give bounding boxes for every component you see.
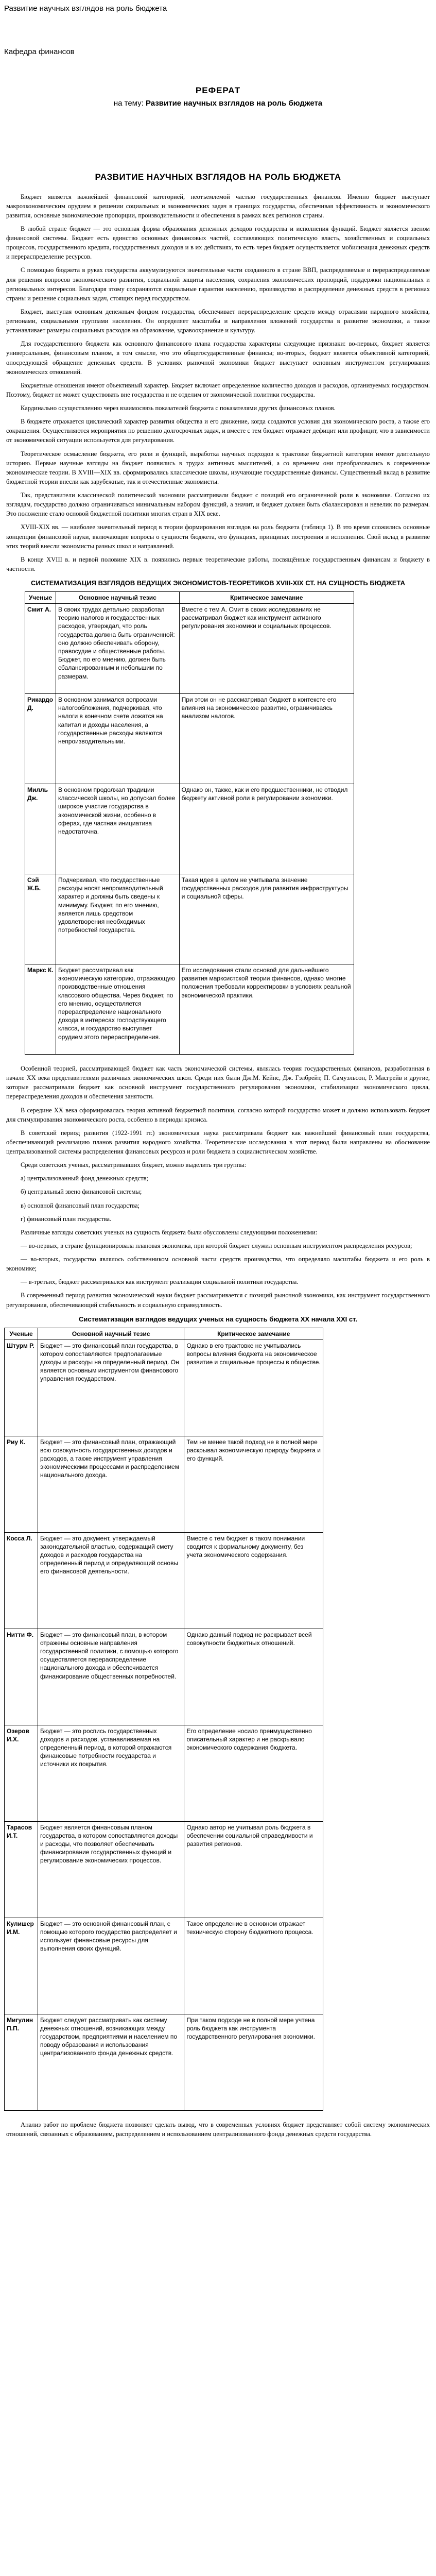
paragraph: Анализ работ по проблеме бюджета позволяет сделать вывод, что в современных условиях бюджет представляет собой систему экономических отношений, связанных с образованием, распределением и использованием централизованного фонда денежных средств государства. bbox=[6, 2121, 430, 2138]
scholar-name-cell: Риу К. bbox=[5, 1436, 38, 1532]
document-title: Развитие научных взглядов на роль бюджета bbox=[4, 4, 167, 13]
mid-paragraphs bbox=[4, 1064, 432, 1310]
table1 bbox=[25, 591, 354, 1055]
paragraph: а) централизованный фонд денежных средств; bbox=[21, 1175, 148, 1182]
paragraph: Бюджет является важнейшей финансовой категорией, неотъемлемой частью государственных финансов. Именно бюджет выступает макроэкономическим орудием в решении социальных и экономических задач в границах государства, обеспечивая эффективность и экономического развития, основные экономические пропорции, производительности и обеспечения в рамках всех регионов страны. bbox=[6, 193, 430, 219]
critique-cell: Вместе с тем бюджет в таком понимании сводится к формальному документу, без учета экономического содержания. bbox=[184, 1532, 323, 1629]
table2-caption: Систематизация взглядов ведущих ученых на сущность бюджета XX начала XXI ст. bbox=[79, 1315, 357, 1323]
table2 bbox=[4, 1328, 323, 2111]
topic-text: Развитие научных взглядов на роль бюджета bbox=[146, 99, 323, 108]
thesis-cell: В основном продолжал традиции классической школы, но допускал более широкое участие государства в экономической жизни, особенно в сферах, где частная инициатива недостаточна. bbox=[56, 784, 179, 874]
paragraph: В современный период развития экономической науки бюджет рассматривается с позиций рыночной экономики, как инструмент государственного регулирования, обеспечивающий стабильность и социальную справедливость. bbox=[6, 1292, 430, 1309]
critique-cell: Тем не менее такой подход не в полной мере раскрывал экономическую природу бюджета и его функций. bbox=[184, 1436, 323, 1532]
thesis-cell: Бюджет — это финансовый план государства, в котором сопоставляются предполагаемые доходы и расходы на определенный период. Он является основным инструментом финансового управления государством. bbox=[38, 1340, 184, 1436]
scholar-name-cell: Рикардо Д. bbox=[25, 694, 56, 784]
paragraph: в) основной финансовый план государства; bbox=[21, 1201, 139, 1209]
paragraph: С помощью бюджета в руках государства аккумулируются значительные части созданного в стране ВВП, распределяемые и перераспределяемые для решения вопросов экономического развития, социальной защиты населения, сохранения экономических пропорций, поддержки национальных и региональных интересов. Благодаря этому сохраняются социальные гарантии населению, производство и распределение денежных средств в регионах страны и решение социальных задач, стоящих перед государством. bbox=[6, 266, 430, 302]
referat-label: РЕФЕРАТ bbox=[195, 85, 241, 95]
table-row bbox=[25, 964, 354, 1055]
critique-cell: Такая идея в целом не учитывала значение государственных расходов для развития инфраструктуры и социальной сферы. bbox=[179, 874, 354, 964]
table1-header-critique: Критическое замечание bbox=[179, 591, 354, 603]
table-row bbox=[5, 1725, 323, 1821]
paragraph: В бюджете отражается циклический характер развития общества и его движение, когда создаются условия для экономического роста, а также его сокращения. Осуществляются мероприятия по решению долгосрочных задач, и вместе с тем бюджет отражает дефицит или профицит, что в зависимости от экономической ситуации используется для регулирования. bbox=[6, 418, 430, 444]
end-paragraphs bbox=[4, 2120, 432, 2139]
critique-cell: Однако в его трактовке не учитывались вопросы влияния бюджета на экономическое развитие и социальные процессы в обществе. bbox=[184, 1340, 323, 1436]
scholar-name-cell: Штурм Р. bbox=[5, 1340, 38, 1436]
paragraph: Для государственного бюджета как основного финансового плана государства характерны следующие признаки: во-первых, бюджет является универсальным, финансовым планом, в том смысле, что это общегосударственные финансы; во-вторых, бюджет является объективной категорией, опосредующей обращение денежных средств. В условиях рыночной экономики бюджет выступает основным инструментом регулирования экономических отношений. bbox=[6, 340, 430, 376]
paragraph: Так, представители классической политической экономии рассматривали бюджет с позиций его ограниченной роли в экономике. Согласно их взглядам, государство должно ограничиваться минимальным набором функций, а значит, и бюджет должен быть сбалансирован и невелик по размерам. Это положение стало основой бюджетной политики многих стран в XIX веке. bbox=[6, 492, 430, 518]
scholar-name-cell: Озеров И.Х. bbox=[5, 1725, 38, 1821]
table-row bbox=[5, 1340, 323, 1436]
document-page bbox=[0, 3, 436, 2153]
scholar-name-cell: Кулишер И.М. bbox=[5, 1918, 38, 2014]
paragraph: Бюджет, выступая основным денежным фондом государства, обеспечивает перераспределение средств между отраслями народного хозяйства, регионами, социальными группами населения. Он определяет масштабы и направления вложений государства в развитие экономики, а также устанавливает размеры социальных расходов на образование, здравоохранение и культуру. bbox=[6, 308, 430, 334]
critique-cell: Его исследования стали основой для дальнейшего развития марксистской теории финансов, однако многие положения требовали корректировки в условиях реальной экономической практики. bbox=[179, 964, 354, 1055]
table-row bbox=[25, 694, 354, 784]
table-row bbox=[25, 604, 354, 694]
scholar-name-cell: Косса Л. bbox=[5, 1532, 38, 1629]
thesis-cell: Бюджет — это финансовый план, в котором отражены основные направления государственной политики, с помощью которого осуществляется перераспределение национального дохода и обеспечивается финансирование общественных потребностей. bbox=[38, 1629, 184, 1725]
table-row bbox=[5, 1629, 323, 1725]
table-row bbox=[5, 2014, 323, 2110]
table-row bbox=[25, 784, 354, 874]
scholar-name-cell: Маркс К. bbox=[25, 964, 56, 1055]
referat-topic bbox=[4, 98, 432, 109]
table-row bbox=[5, 1821, 323, 1918]
thesis-cell: Подчеркивал, что государственные расходы носят непроизводительный характер и должны быть сведены к минимуму. Бюджет, по его мнению, является лишь средством удовлетворения необходимых потребностей государства. bbox=[56, 874, 179, 964]
section-title: РАЗВИТИЕ НАУЧНЫХ ВЗГЛЯДОВ НА РОЛЬ БЮДЖЕТА bbox=[95, 172, 341, 182]
thesis-cell: Бюджет является финансовым планом государства, в котором сопоставляются доходы и расходы, что позволяет обеспечивать финансирование государственных функций и регулирование экономических процессов. bbox=[38, 1821, 184, 1918]
paragraph: Теоретическое осмысление бюджета, его роли и функций, выработка научных подходов к трактовке бюджетной категории имеют длительную историю. Первые научные взгляды на бюджет появились в трудах античных мыслителей, а со временем они преобразовались в современные экономические теории. В XVIII—XIX вв. сформировались классические школы, изучающие государственные финансы. Существенный вклад в развитие бюджетной теории внесли как зарубежные, так и отечественные экономисты. bbox=[6, 450, 430, 485]
paragraph: В любой стране бюджет — это основная форма образования денежных доходов государства и исполнения функций. Бюджет является звеном финансовой системы. Бюджет есть единство основных финансовых частей, составляющих политическую власть, хозяйственных и социальных процессов, государственного кредита, государственных доходов и в их действиях, то есть через бюджет осуществляется мобилизация денежных средств и перераспределение ресурсов. bbox=[6, 225, 430, 261]
thesis-cell: Бюджет рассматривал как экономическую категорию, отражающую производственные отношения классового общества. Через бюджет, по его мнению, осуществляется перераспределение национального дохода в интересах господствующего класса, и государство выступает орудием этого перераспределения. bbox=[56, 964, 179, 1055]
thesis-cell: Бюджет — это основной финансовый план, с помощью которого государство распределяет и использует финансовые ресурсы для выполнения своих функций. bbox=[38, 1918, 184, 2014]
paragraph: — во-вторых, государство являлось собственником основной части средств производства, что определяло масштабы бюджета и его роль в экономике; bbox=[6, 1256, 430, 1273]
table1-header-scholar: Ученые bbox=[25, 591, 56, 603]
table1-caption: СИСТЕМАТИЗАЦИЯ ВЗГЛЯДОВ ВЕДУЩИХ ЭКОНОМИСТОВ-ТЕОРЕТИКОВ XVIII-XIX СТ. НА СУЩНОСТЬ БЮДЖЕТА bbox=[30, 579, 405, 587]
topic-prefix: на тему: bbox=[113, 99, 144, 108]
scholar-name-cell: Тарасов И.Т. bbox=[5, 1821, 38, 1918]
thesis-cell: Бюджет следует рассматривать как систему денежных отношений, возникающих между государством, предприятиями и населением по поводу образования и использования централизованного фонда денежных средств. bbox=[38, 2014, 184, 2110]
table-row bbox=[25, 874, 354, 964]
paragraph: Бюджетные отношения имеют объективный характер. Бюджет включает определенное количество доходов и расходов, организуемых государством. Поэтому, бюджет не может существовать вне государства и не отделим от экономической политики государства. bbox=[6, 381, 430, 398]
critique-cell: Однако данный подход не раскрывает всей совокупности бюджетных отношений. bbox=[184, 1629, 323, 1725]
paragraph: В середине XX века сформировалась теория активной бюджетной политики, согласно которой государство может и должно использовать бюджет для стимулирования экономического роста, особенно в периоды кризиса. bbox=[6, 1106, 430, 1123]
scholar-name-cell: Милль Дж. bbox=[25, 784, 56, 874]
paragraph: В советский период развития (1922-1991 гг.) экономическая наука рассматривала бюджет как важнейший финансовый план государства, обеспечивающий реализацию планов развития народного хозяйства. Теоретические исследования в этот период были направлены на обоснование централизованной системы распределения финансовых ресурсов и роли бюджета в социалистическом хозяйстве. bbox=[6, 1129, 430, 1156]
critique-cell: Однако он, также, как и его предшественники, не отводил бюджету активной роли в регулировании экономики. bbox=[179, 784, 354, 874]
scholar-name-cell: Нитти Ф. bbox=[5, 1629, 38, 1725]
table1-header-thesis: Основное научный тезис bbox=[56, 591, 179, 603]
paragraph: г) финансовый план государства. bbox=[21, 1215, 112, 1223]
critique-cell: Его определение носило преимущественно описательный характер и не раскрывало экономического содержания бюджета. bbox=[184, 1725, 323, 1821]
paragraph: Среди советских ученых, рассматривавших бюджет, можно выделить три группы: bbox=[21, 1161, 247, 1169]
paragraph: Особенной теорией, рассматривающей бюджет как часть экономической системы, являлась теория государственных финансов, разработанная в начале XX века представителями различных экономических школ. Среди них были Дж.М. Кейнс, Дж. Гэлбрейт, П. Самуэльсон, Р. Масгрейв и другие, которые рассматривали бюджет как основной инструмент государственного регулирования экономики, стабилизации экономического цикла, перераспределения доходов и обеспечения занятости. bbox=[6, 1065, 430, 1100]
scholar-name-cell: Мигулин П.П. bbox=[5, 2014, 38, 2110]
thesis-cell: Бюджет — это документ, утверждаемый законодательной властью, содержащий смету доходов и расходов государства на определенный период и определяющий основы его финансовой деятельности. bbox=[38, 1532, 184, 1629]
table-row bbox=[5, 1436, 323, 1532]
paragraph: Кардинально осуществлению через взаимосвязь показателей бюджета с показателями других финансовых планов. bbox=[21, 404, 336, 412]
table2-header-scholar: Ученые bbox=[5, 1328, 38, 1340]
thesis-cell: В своих трудах детально разработал теорию налогов и государственных расходов, утверждал, что роль государства должна быть ограниченной: оно должно обеспечивать оборону, правосудие и общественные работы. Бюджет, по его мнению, должен быть сбалансированным и небольшим по размерам. bbox=[56, 604, 179, 694]
table2-header-critique: Критическое замечание bbox=[184, 1328, 323, 1340]
cover-block bbox=[4, 84, 432, 109]
critique-cell: Однако автор не учитывал роль бюджета в обеспечении социальной справедливости и развития регионов. bbox=[184, 1821, 323, 1918]
department-name: Кафедра финансов bbox=[4, 47, 75, 56]
critique-cell: Вместе с тем А. Смит в своих исследованиях не рассматривал бюджет как инструмент активного регулирования экономики и социальных процессов. bbox=[179, 604, 354, 694]
paragraph: б) центральный звено финансовой системы; bbox=[21, 1188, 142, 1196]
table-row bbox=[5, 1532, 323, 1629]
thesis-cell: В основном занимался вопросами налогообложения, подчеркивая, что налоги в конечном счете ложатся на капитал и доходы населения, а государственные расходы являются непроизводительными. bbox=[56, 694, 179, 784]
paragraph: XVIII-XIX вв. — наиболее значительный период в теории формирования взглядов на роль бюджета (таблица 1). В это время сложились основные концепции финансовой науки, включающие вопросы о сущности бюджета, его функциях, принципах построения и исполнения. Свой вклад в развитие этих теорий внесли экономисты разных школ и направлений. bbox=[6, 523, 430, 550]
thesis-cell: Бюджет — это финансовый план, отражающий всю совокупность государственных доходов и расходов, а также инструмент управления экономическими процессами и распределением национального дохода. bbox=[38, 1436, 184, 1532]
paragraph: В конце XVIII в. и первой половине XIX в. появились первые теоретические работы, посвящённые государственным финансам и бюджету в частности. bbox=[6, 555, 430, 572]
scholar-name-cell: Сэй Ж.Б. bbox=[25, 874, 56, 964]
intro-paragraphs bbox=[4, 192, 432, 574]
critique-cell: При таком подходе не в полной мере учтена роль бюджета как инструмента государственного регулирования экономики. bbox=[184, 2014, 323, 2110]
paragraph: — во-первых, в стране функционировала плановая экономика, при которой бюджет служил основным инструментом распределения ресурсов; bbox=[21, 1242, 412, 1249]
paragraph: Различные взгляды советских ученых на сущность бюджета были обусловлены следующими положениями: bbox=[21, 1228, 318, 1236]
thesis-cell: Бюджет — это роспись государственных доходов и расходов, устанавливаемая на определенный период, в которой отражаются финансовые потребности государства и источники их покрытия. bbox=[38, 1725, 184, 1821]
paragraph: — в-третьих, бюджет рассматривался как инструмент реализации социальной политики государства. bbox=[21, 1278, 299, 1286]
table2-header-thesis: Основной научный тезис bbox=[38, 1328, 184, 1340]
scholar-name-cell: Смит А. bbox=[25, 604, 56, 694]
table1-header-row bbox=[25, 591, 354, 603]
critique-cell: При этом он не рассматривал бюджет в контексте его влияния на экономическое развитие, ограничиваясь анализом налогов. bbox=[179, 694, 354, 784]
table2-header-row bbox=[5, 1328, 323, 1340]
critique-cell: Такое определение в основном отражает техническую сторону бюджетного процесса. bbox=[184, 1918, 323, 2014]
table-row bbox=[5, 1918, 323, 2014]
